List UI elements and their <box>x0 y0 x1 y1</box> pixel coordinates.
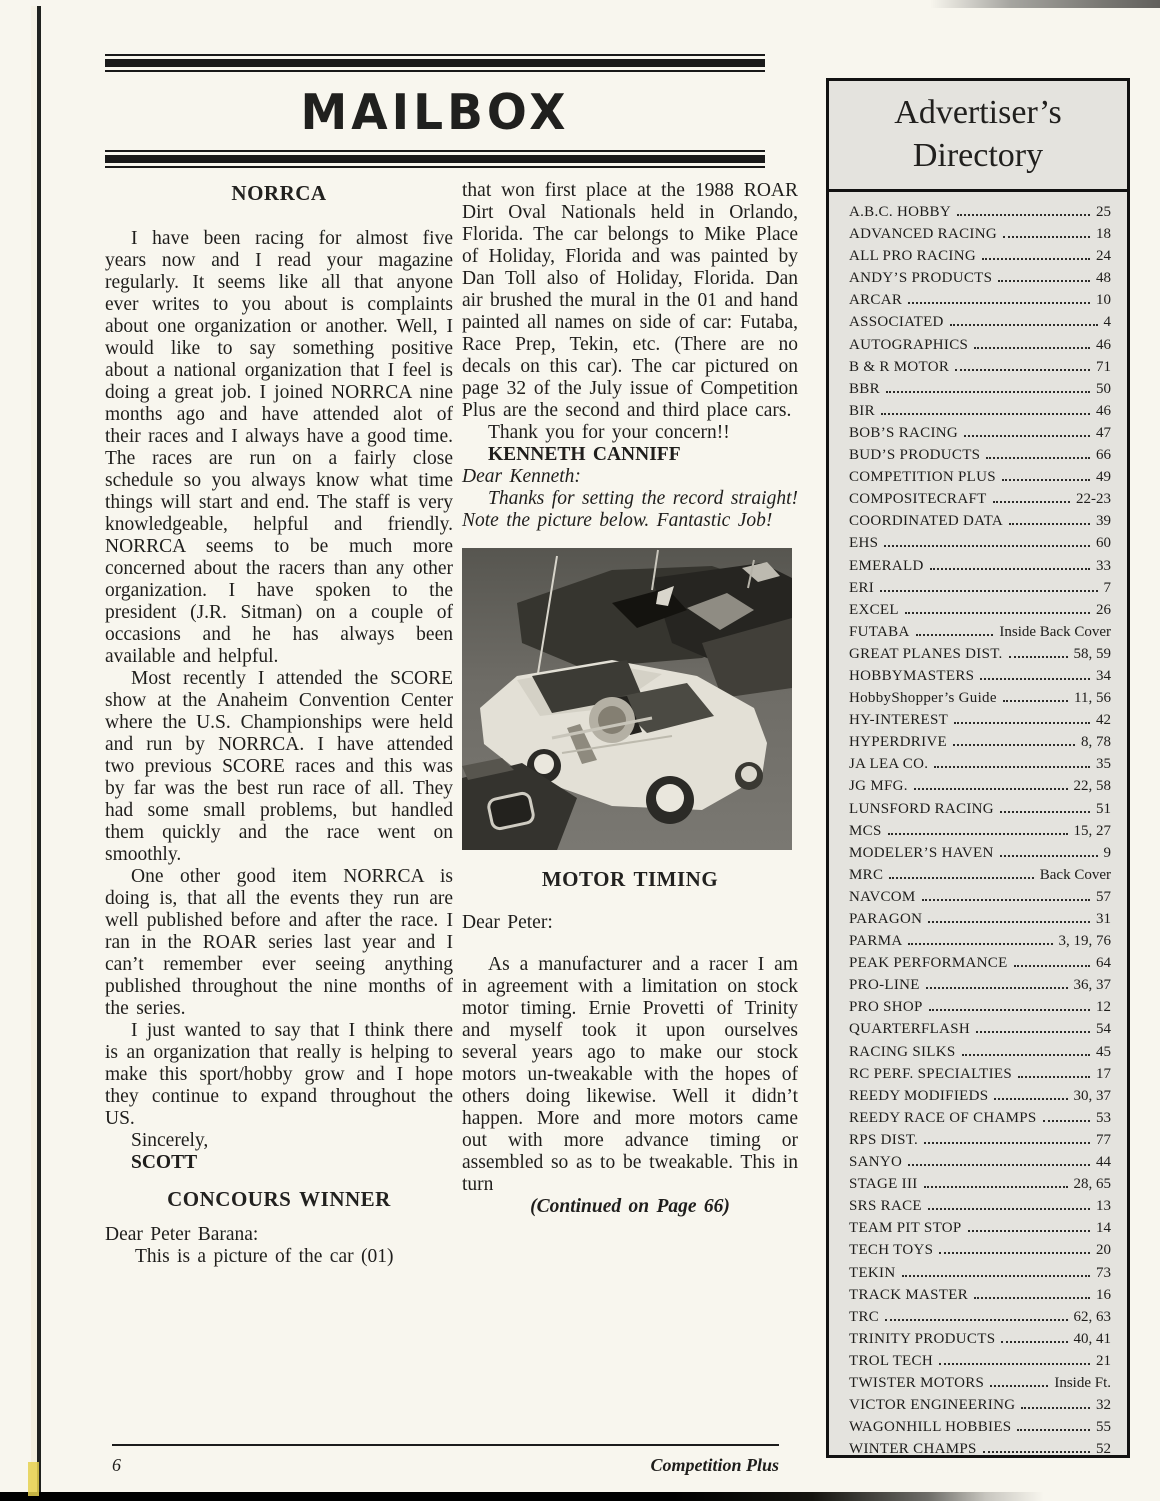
directory-entry <box>849 1154 1111 1176</box>
dotted-leader <box>924 1186 1068 1188</box>
directory-entry <box>849 602 1111 624</box>
advertiser-name: LUNSFORD RACING <box>849 800 994 817</box>
dotted-leader <box>1009 656 1068 658</box>
advertiser-page: 26 <box>1096 601 1111 618</box>
scan-bar-bottom <box>0 1492 1160 1501</box>
directory-entry <box>849 867 1111 889</box>
dotted-leader <box>908 943 1052 945</box>
advertiser-name: ALL PRO RACING <box>849 248 976 265</box>
advertiser-name: ASSOCIATED <box>849 314 944 331</box>
advertiser-name: TWISTER MOTORS <box>849 1374 985 1391</box>
dotted-leader <box>968 1230 1090 1232</box>
directory-entry <box>849 226 1111 248</box>
rc-cars-photo-graphic <box>462 548 792 850</box>
directory-entry <box>849 270 1111 292</box>
directory-entry <box>849 1220 1111 1242</box>
dotted-leader <box>957 214 1090 216</box>
dotted-leader <box>982 258 1090 260</box>
advertiser-name: TRINITY PRODUCTS <box>849 1330 996 1347</box>
advertiser-name: COMPOSITECRAFT <box>849 491 987 508</box>
advertiser-name: EXCEL <box>849 601 899 618</box>
advertiser-page: 11, 56 <box>1074 690 1111 707</box>
directory-entry <box>849 668 1111 690</box>
advertiser-name: TECH TOYS <box>849 1242 934 1259</box>
dotted-leader <box>986 457 1090 459</box>
directory-entry <box>849 1110 1111 1132</box>
advertiser-name: JG MFG. <box>849 778 908 795</box>
dotted-leader <box>902 1275 1091 1277</box>
advertiser-page: 24 <box>1096 248 1111 265</box>
advertiser-page: 22-23 <box>1076 491 1111 508</box>
letter-paragraph: One other good item NORRCA is doing is, that all the events they run are well published before and after the race. I ran in the ROAR series last year and I can’t remember ever seeing anything published throughout the nine months of the series. <box>105 866 453 1019</box>
dotted-leader <box>930 568 1090 570</box>
rule <box>105 166 765 168</box>
advertiser-name: BUD’S PRODUCTS <box>849 447 981 464</box>
directory-entry <box>849 999 1111 1021</box>
directory-entry <box>849 801 1111 823</box>
dotted-leader <box>924 1142 1090 1144</box>
advertiser-name: PARMA <box>849 933 903 950</box>
dotted-leader <box>926 987 1068 989</box>
page-edge-line <box>37 6 41 1498</box>
advertiser-name: GREAT PLANES DIST. <box>849 645 1003 662</box>
dotted-leader <box>914 788 1068 790</box>
advertiser-name: TEAM PIT STOP <box>849 1220 962 1237</box>
directory-entry <box>849 624 1111 646</box>
advertiser-name: REEDY MODIFIEDS <box>849 1087 989 1104</box>
advertiser-name: MCS <box>849 822 882 839</box>
advertiser-page: 7 <box>1103 579 1111 596</box>
advertiser-page: 14 <box>1096 1220 1111 1237</box>
advertiser-name: NAVCOM <box>849 888 916 905</box>
letter-norrca <box>105 176 453 1268</box>
advertiser-page: 4 <box>1103 314 1111 331</box>
advertiser-name: ANDY’S PRODUCTS <box>849 270 993 287</box>
dotted-leader <box>885 1319 1067 1321</box>
dotted-leader <box>908 302 1090 304</box>
directory-entry <box>849 1088 1111 1110</box>
dotted-leader <box>980 678 1090 680</box>
advertiser-name: QUARTERFLASH <box>849 1021 971 1038</box>
advertiser-page: 42 <box>1096 712 1111 729</box>
magazine-name: Competition Plus <box>650 1455 779 1475</box>
dotted-leader <box>880 590 1097 592</box>
advertiser-name: PRO SHOP <box>849 999 923 1016</box>
letter-paragraph: As a manufacturer and a racer I am in agreement with a limitation on stock motor timing. Ernie Provetti of Trinity and myself took it upon ourselves several years ago to make our stock motors un-tweakable with the hopes of others doing likewise. Well it didn’t happen. More and more motors came out with more advance timing or assembled so as to be tweakable. This in turn <box>462 954 798 1195</box>
advertiser-page: 51 <box>1096 800 1111 817</box>
advertiser-name: FUTABA <box>849 623 910 640</box>
directory-entry <box>849 1176 1111 1198</box>
advertiser-page: 62, 63 <box>1073 1308 1111 1325</box>
dotted-leader <box>1003 700 1068 702</box>
advertiser-name: AUTOGRAPHICS <box>849 336 969 353</box>
advertiser-page: 47 <box>1096 424 1111 441</box>
page-title: MAILBOX <box>300 83 570 142</box>
letter-paragraph: Most recently I attended the SCORE show at the Anaheim Convention Center where the U.S. Championships were held and run by NORRCA. I have attended two previous SCORE races and this was by far was the best run race of all. They had some small problems, but handled them quickly and the race went on smoothly. <box>105 668 453 865</box>
advertiser-page: 30, 37 <box>1073 1087 1111 1104</box>
advertiser-page: 32 <box>1096 1397 1111 1414</box>
dotted-leader <box>993 501 1070 503</box>
advertiser-page: 15, 27 <box>1073 822 1111 839</box>
dotted-leader <box>889 877 1034 879</box>
directory-entry <box>849 778 1111 800</box>
letter-salutation: Dear Peter: <box>462 912 553 933</box>
scan-mark-yellow <box>28 1462 39 1496</box>
advertiser-page: 13 <box>1096 1198 1111 1215</box>
advertiser-page: Back Cover <box>1039 866 1111 883</box>
advertiser-name: WAGONHILL HOBBIES <box>849 1419 1012 1436</box>
letter-paragraph: that won first place at the 1988 ROAR Dirt Oval Nationals held in Orlando, Florida. The car belongs to Mike Place of Holiday, Florida and was painted by Dan Toll also of Holiday, Florida. Dan air brushed the mural in the 01 and hand painted all names on side of car: Futaba, Race Prep, Tekin, etc. (There are no decals on this car). The car pictured on page 32 of the July issue of Competition Plus are the second and third place cars. <box>462 180 798 421</box>
advertiser-name: RC PERF. SPECIALTIES <box>849 1065 1013 1082</box>
dotted-leader <box>1000 855 1098 857</box>
directory-entry <box>849 690 1111 712</box>
advertiser-page: 57 <box>1096 888 1111 905</box>
advertiser-name: COMPETITION PLUS <box>849 469 996 486</box>
editor-reply-salutation: Dear Kenneth: <box>462 466 581 487</box>
directory-entry <box>849 513 1111 535</box>
advertiser-name: SANYO <box>849 1154 903 1171</box>
continued-note: (Continued on Page 66) <box>530 1196 730 1217</box>
advertiser-name: STAGE III <box>849 1176 918 1193</box>
directory-entry <box>849 1021 1111 1043</box>
directory-entry <box>849 469 1111 491</box>
advertiser-name: REEDY RACE OF CHAMPS <box>849 1109 1037 1126</box>
dotted-leader <box>1014 965 1090 967</box>
directory-entry <box>849 558 1111 580</box>
advertiser-page: 8, 78 <box>1081 734 1111 751</box>
directory-entry <box>849 1242 1111 1264</box>
dotted-leader <box>954 722 1090 724</box>
directory-entry <box>849 204 1111 226</box>
advertiser-name: HOBBYMASTERS <box>849 667 975 684</box>
advertiser-name: EHS <box>849 535 879 552</box>
dotted-leader <box>905 612 1090 614</box>
dotted-leader <box>888 833 1068 835</box>
footer-rule <box>112 1444 779 1446</box>
rule <box>105 54 765 56</box>
directory-entry <box>849 491 1111 513</box>
letter-thanks: Thank you for your concern!! <box>488 422 730 443</box>
advertiser-name: MRC <box>849 866 884 883</box>
page-footer <box>112 1444 779 1476</box>
advertiser-name: ADVANCED RACING <box>849 226 997 243</box>
advertiser-page: 39 <box>1096 513 1111 530</box>
advertiser-page: 10 <box>1096 292 1111 309</box>
rule <box>105 155 765 163</box>
advertiser-page: 52 <box>1096 1441 1111 1458</box>
directory-list <box>829 192 1127 1463</box>
advertiser-page: 36, 37 <box>1073 977 1111 994</box>
letter-signature: SCOTT <box>131 1152 198 1173</box>
dotted-leader <box>1043 1120 1090 1122</box>
dotted-leader <box>934 766 1090 768</box>
advertiser-name: MODELER’S HAVEN <box>849 844 994 861</box>
advertiser-page: 3, 19, 76 <box>1058 933 1111 950</box>
advertiser-page: 66 <box>1096 447 1111 464</box>
advertiser-name: HYPERDRIVE <box>849 734 948 751</box>
directory-entry <box>849 359 1111 381</box>
directory-entry <box>849 1044 1111 1066</box>
advertiser-page: 21 <box>1096 1352 1111 1369</box>
letter-line: This is a picture of the car (01) <box>135 1246 394 1267</box>
dotted-leader <box>953 744 1075 746</box>
dotted-leader <box>1001 1341 1067 1343</box>
directory-entry <box>849 889 1111 911</box>
dotted-leader <box>974 347 1090 349</box>
advertiser-page: 25 <box>1096 204 1111 220</box>
advertiser-page: Inside Ft. <box>1054 1374 1111 1391</box>
advertiser-name: A.B.C. HOBBY <box>849 204 951 220</box>
dotted-leader <box>886 391 1090 393</box>
directory-entry <box>849 1287 1111 1309</box>
advertiser-page: 20 <box>1096 1242 1111 1259</box>
directory-entry <box>849 403 1111 425</box>
directory-entry <box>849 535 1111 557</box>
dotted-leader <box>1009 523 1090 525</box>
dotted-leader <box>983 1451 1090 1453</box>
advertiser-page: 12 <box>1096 999 1111 1016</box>
directory-entry <box>849 314 1111 336</box>
directory-entry <box>849 977 1111 999</box>
page-number: 6 <box>112 1455 121 1475</box>
dotted-leader <box>955 369 1090 371</box>
advertiser-page: 58, 59 <box>1073 645 1111 662</box>
letter-heading-motor-timing: MOTOR TIMING <box>541 867 719 891</box>
advertiser-page: 77 <box>1096 1131 1111 1148</box>
letter-salutation: Dear Peter Barana: <box>105 1224 259 1245</box>
advertiser-page: 31 <box>1096 911 1111 927</box>
directory-entry <box>849 580 1111 602</box>
directory-entry <box>849 425 1111 447</box>
advertiser-name: JA LEA CO. <box>849 756 929 773</box>
dotted-leader <box>994 1098 1067 1100</box>
advertiser-name: HobbyShopper’s Guide <box>849 690 997 707</box>
masthead <box>105 54 765 171</box>
dotted-leader <box>939 1363 1090 1365</box>
directory-entry <box>849 1353 1111 1375</box>
letter-photo <box>462 548 792 850</box>
advertiser-name: ARCAR <box>849 292 903 309</box>
advertiser-page: 55 <box>1096 1419 1111 1436</box>
directory-entry <box>849 933 1111 955</box>
advertiser-page: 46 <box>1096 402 1111 419</box>
advertiser-name: PARAGON <box>849 911 923 927</box>
directory-entry <box>849 1265 1111 1287</box>
advertiser-name: TEKIN <box>849 1264 896 1281</box>
directory-entry <box>849 1066 1111 1088</box>
advertiser-name: TRACK MASTER <box>849 1286 969 1303</box>
advertiser-name: RACING SILKS <box>849 1043 956 1060</box>
dotted-leader <box>1021 1407 1090 1409</box>
editor-reply-text: Thanks for setting the record straight! Note the picture below. Fantastic Job! <box>462 488 798 531</box>
directory-title <box>829 81 1127 192</box>
directory-entry <box>849 248 1111 270</box>
scan-smudge-top <box>930 0 1160 8</box>
dotted-leader <box>950 324 1098 326</box>
directory-entry <box>849 1132 1111 1154</box>
advertiser-name: WINTER CHAMPS <box>849 1441 977 1458</box>
directory-entry <box>849 1419 1111 1441</box>
dotted-leader <box>916 634 994 636</box>
advertiser-page: 60 <box>1096 535 1111 552</box>
rule <box>105 59 765 67</box>
rule <box>105 70 765 72</box>
directory-entry <box>849 823 1111 845</box>
rule <box>105 150 765 152</box>
dotted-leader <box>1002 479 1090 481</box>
advertiser-name: HY-INTEREST <box>849 712 949 729</box>
advertiser-page: 9 <box>1103 844 1111 861</box>
advertiser-name: RPS DIST. <box>849 1131 919 1148</box>
directory-entry <box>849 1309 1111 1331</box>
dotted-leader <box>1000 811 1090 813</box>
advertiser-name: BOB’S RACING <box>849 424 959 441</box>
advertiser-name: TRC <box>849 1308 880 1325</box>
directory-entry <box>849 712 1111 734</box>
advertiser-name: BBR <box>849 380 880 397</box>
advertiser-name: COORDINATED DATA <box>849 513 1004 530</box>
dotted-leader <box>929 1009 1090 1011</box>
advertiser-name: ERI <box>849 579 875 596</box>
advertiser-page: 22, 58 <box>1073 778 1111 795</box>
advertiser-page: 49 <box>1096 469 1111 486</box>
advertiser-page: 34 <box>1096 667 1111 684</box>
advertiser-name: B & R MOTOR <box>849 358 950 375</box>
dotted-leader <box>939 1252 1090 1254</box>
dotted-leader <box>884 545 1090 547</box>
advertiser-page: 73 <box>1096 1264 1111 1281</box>
advertiser-name: TROL TECH <box>849 1352 933 1369</box>
advertiser-page: 18 <box>1096 226 1111 243</box>
directory-entry <box>849 756 1111 778</box>
advertiser-name: BIR <box>849 402 875 419</box>
advertiser-name: PEAK PERFORMANCE <box>849 955 1008 972</box>
letter-paragraph: I have been racing for almost five years now and I read your magazine regularly. It seems like all that anyone ever writes to you about is complaints about one organization or another. Well, I would like to say something positive about a national organization that I feel is doing a great job. I joined NORRCA nine months ago and have attended alot of their races and I always have a good time. The races are run on a fairly close schedule so you always know what time things will start and end. The staff is very knowledgeable, helpful and friendly. NORRCA seems to be much more concerned about the racers than any other organization. I have spoken to the president (J.R. Sitman) on a couple of occasions and he has always been available and helpful. <box>105 228 453 667</box>
advertiser-page: 17 <box>1096 1065 1111 1082</box>
directory-entry <box>849 845 1111 867</box>
advertiser-page: 71 <box>1096 358 1111 375</box>
letter-signature: KENNETH CANNIFF <box>488 444 681 465</box>
advertiser-page: 48 <box>1096 270 1111 287</box>
advertiser-name: SRS RACE <box>849 1198 922 1215</box>
advertiser-page: 35 <box>1096 756 1111 773</box>
directory-entry <box>849 337 1111 359</box>
letter-heading-norrca: NORRCA <box>231 181 327 205</box>
advertiser-page: 28, 65 <box>1073 1176 1111 1193</box>
advertisers-directory <box>826 78 1130 1458</box>
letter-concours-continued <box>462 180 798 1218</box>
advertiser-page: 44 <box>1096 1154 1111 1171</box>
advertiser-name: VICTOR ENGINEERING <box>849 1397 1016 1414</box>
advertiser-page: 16 <box>1096 1286 1111 1303</box>
dotted-leader <box>1018 1076 1090 1078</box>
directory-entry <box>849 381 1111 403</box>
directory-entry <box>849 911 1111 933</box>
directory-entry <box>849 447 1111 469</box>
dotted-leader <box>908 1164 1090 1166</box>
advertiser-page: Inside Back Cover <box>999 623 1111 640</box>
directory-entry <box>849 734 1111 756</box>
directory-entry <box>849 1397 1111 1419</box>
dotted-leader <box>1017 1429 1090 1431</box>
dotted-leader <box>922 899 1090 901</box>
advertiser-page: 54 <box>1096 1021 1111 1038</box>
directory-entry <box>849 955 1111 977</box>
advertiser-page: 40, 41 <box>1073 1330 1111 1347</box>
advertiser-page: 50 <box>1096 380 1111 397</box>
dotted-leader <box>881 413 1090 415</box>
dotted-leader <box>928 921 1090 923</box>
advertiser-page: 33 <box>1096 557 1111 574</box>
directory-entry <box>849 292 1111 314</box>
advertiser-page: 46 <box>1096 336 1111 353</box>
advertiser-page: 64 <box>1096 955 1111 972</box>
dotted-leader <box>964 435 1090 437</box>
directory-entry <box>849 1198 1111 1220</box>
letter-heading-concours: CONCOURS WINNER <box>167 1187 391 1211</box>
advertiser-page: 45 <box>1096 1043 1111 1060</box>
dotted-leader <box>990 1385 1048 1387</box>
directory-entry <box>849 646 1111 668</box>
dotted-leader <box>974 1297 1090 1299</box>
dotted-leader <box>976 1031 1090 1033</box>
dotted-leader <box>998 280 1090 282</box>
directory-entry <box>849 1331 1111 1353</box>
directory-title-line2: Directory <box>912 137 1044 174</box>
advertiser-name: PRO-LINE <box>849 977 920 994</box>
advertiser-name: EMERALD <box>849 557 924 574</box>
directory-entry <box>849 1441 1111 1463</box>
directory-entry <box>849 1375 1111 1397</box>
directory-title-line1: Advertiser’s <box>894 94 1062 131</box>
dotted-leader <box>962 1054 1090 1056</box>
letter-paragraph: I just wanted to say that I think there is an organization that really is helping to make this sport/hobby grow and I hope they continue to expand throughout the US. <box>105 1020 453 1129</box>
letter-signoff: Sincerely, <box>131 1130 209 1151</box>
dotted-leader <box>1003 236 1090 238</box>
advertiser-page: 53 <box>1096 1109 1111 1126</box>
dotted-leader <box>928 1208 1090 1210</box>
